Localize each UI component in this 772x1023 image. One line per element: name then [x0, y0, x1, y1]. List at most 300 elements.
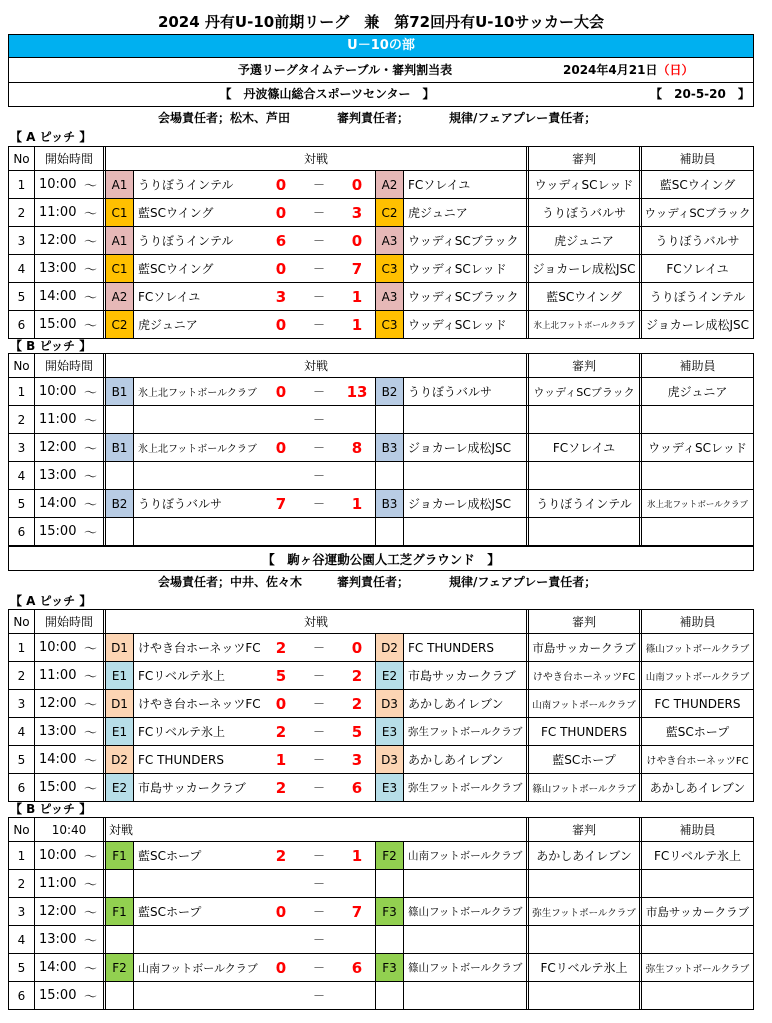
away-team: あかしあイレブン: [408, 753, 504, 767]
referee-team: うりぼうバルサ: [541, 206, 626, 220]
score-dash: －: [312, 290, 325, 304]
match-no: 4: [17, 468, 26, 483]
away-score-cell: [339, 434, 376, 461]
pitch-table: [8, 609, 754, 802]
home-group-code: D1: [111, 640, 128, 655]
staff-line: [0, 575, 772, 589]
match-row: [9, 898, 754, 926]
away-score-cell: [339, 926, 376, 953]
home-group-code-cell: [106, 662, 134, 689]
referee-team-cell: [529, 227, 642, 254]
away-team-cell: [404, 842, 529, 869]
home-team: 山南フットボールクラブ: [138, 961, 258, 975]
match-row: [9, 518, 754, 546]
col-time-header-label: 開始時間: [44, 152, 93, 166]
start-time: 15:00: [39, 780, 77, 795]
home-score: 0: [275, 315, 287, 334]
match-row: [9, 982, 754, 1010]
away-score-cell: [339, 954, 376, 981]
pitch-label: 【 A ピッチ 】: [10, 130, 92, 144]
score-dash-cell: [299, 954, 339, 981]
away-team-cell: [404, 171, 529, 198]
home-group-code-cell: [106, 462, 134, 489]
home-score: 0: [275, 175, 287, 194]
away-group-code-cell: [376, 490, 404, 517]
away-group-code: B3: [381, 496, 398, 511]
score-dash: －: [312, 385, 325, 399]
away-group-code: E3: [381, 724, 398, 739]
score-dash: －: [312, 234, 325, 248]
away-score-cell: [339, 982, 376, 1009]
away-team-cell: [404, 718, 529, 745]
time-tilde: ～: [83, 414, 97, 429]
helper-team: 藍SCホープ: [665, 725, 730, 739]
col-time-header: [35, 354, 106, 377]
venue-manager: 会場責任者；松木、芦田: [158, 111, 291, 125]
away-score-cell: [339, 634, 376, 661]
match-no: 2: [17, 205, 26, 220]
away-team-cell: [404, 255, 529, 282]
home-team: うりぼうインテル: [138, 178, 234, 192]
home-score: 0: [275, 694, 287, 713]
venue-row: [9, 83, 753, 106]
time-tilde: ～: [83, 470, 97, 485]
match-no-cell: [9, 954, 35, 981]
helper-team-cell: [642, 283, 754, 310]
start-time: 13:00: [39, 932, 77, 947]
away-group-code-cell: [376, 227, 404, 254]
match-row: [9, 227, 754, 255]
away-team-cell: [404, 954, 529, 981]
home-group-code: A1: [111, 233, 128, 248]
time-tilde: ～: [83, 291, 97, 306]
start-time-cell: [35, 898, 106, 925]
home-group-code-cell: [106, 406, 134, 433]
score-dash-cell: [299, 718, 339, 745]
start-time-cell: [35, 870, 106, 897]
home-team-cell: [134, 311, 263, 338]
match-no-cell: [9, 774, 35, 801]
col-time-header-label: 開始時間: [44, 359, 93, 373]
score-dash-cell: [299, 662, 339, 689]
home-score: 0: [275, 203, 287, 222]
start-time-cell: [35, 490, 106, 517]
home-team: 氷上北フットボールクラブ: [138, 444, 257, 455]
away-score-cell: [339, 171, 376, 198]
away-team: あかしあイレブン: [408, 697, 504, 711]
referee-team-cell: [529, 634, 642, 661]
time-tilde: ～: [83, 263, 97, 278]
referee-team: 藍SCホープ: [552, 753, 616, 767]
away-score-cell: [339, 406, 376, 433]
start-time: 14:00: [39, 289, 77, 304]
away-team-cell: [404, 774, 529, 801]
venue-manager: 会場責任者；中井、佐々木: [158, 575, 303, 589]
start-time-cell: [35, 311, 106, 338]
away-group-code-cell: [376, 662, 404, 689]
helper-team: FCソレイユ: [666, 262, 729, 276]
home-group-code: B1: [111, 384, 128, 399]
away-group-code-cell: [376, 718, 404, 745]
home-score-cell: [263, 926, 299, 953]
away-team: 虎ジュニア: [408, 206, 468, 220]
away-group-code: F3: [382, 960, 397, 975]
home-team: 藍SCウイング: [138, 206, 214, 220]
col-match-header: [106, 354, 529, 377]
time-tilde: ～: [83, 726, 97, 741]
away-score: 0: [351, 638, 363, 657]
col-helper-header: [642, 818, 754, 841]
referee-team-cell: [529, 378, 642, 405]
home-score-cell: [263, 227, 299, 254]
col-time-header: [35, 818, 106, 841]
away-team-cell: [404, 434, 529, 461]
time-tilde: ～: [83, 934, 97, 949]
home-group-code-cell: [106, 434, 134, 461]
start-time: 12:00: [39, 696, 77, 711]
time-tilde: ～: [83, 878, 97, 893]
away-group-code-cell: [376, 634, 404, 661]
score-dash: －: [312, 413, 325, 427]
helper-team: うりぼうインテル: [649, 290, 746, 304]
score-dash-cell: [299, 746, 339, 773]
home-team-cell: [134, 634, 263, 661]
start-time: 10:00: [39, 640, 77, 655]
match-no-cell: [9, 434, 35, 461]
home-group-code-cell: [106, 842, 134, 869]
home-team-cell: [134, 434, 263, 461]
score-dash-cell: [299, 462, 339, 489]
time-tilde: ～: [83, 386, 97, 401]
away-team-cell: [404, 311, 529, 338]
home-score-cell: [263, 311, 299, 338]
col-match-header: [106, 147, 529, 170]
match-no-cell: [9, 898, 35, 925]
away-group-code-cell: [376, 434, 404, 461]
score-dash: －: [312, 877, 325, 891]
score-dash-cell: [299, 982, 339, 1009]
referee-team-cell: [529, 718, 642, 745]
away-group-code-cell: [376, 378, 404, 405]
score-dash: －: [312, 669, 325, 683]
match-row: [9, 378, 754, 406]
away-team: 弥生フットボールクラブ: [408, 782, 523, 794]
away-team: ウッディSCブラック: [408, 234, 519, 248]
match-no-cell: [9, 283, 35, 310]
table-header-row: [9, 818, 754, 842]
col-referee-header: [529, 354, 642, 377]
col-no-header-label: No: [13, 358, 30, 373]
home-group-code-cell: [106, 378, 134, 405]
home-team: 藍SCホープ: [138, 905, 202, 919]
score-dash: －: [312, 697, 325, 711]
home-score-cell: [263, 690, 299, 717]
home-group-code: F2: [112, 960, 127, 975]
match-no: 3: [17, 233, 26, 248]
home-score: 0: [275, 259, 287, 278]
away-group-code-cell: [376, 406, 404, 433]
start-time: 10:00: [39, 177, 77, 192]
home-score: 2: [275, 638, 287, 657]
home-score-cell: [263, 518, 299, 545]
start-time: 14:00: [39, 960, 77, 975]
helper-team-cell: [642, 690, 754, 717]
referee-team: 山南フットボールクラブ: [532, 699, 636, 711]
helper-team-cell: [642, 518, 754, 545]
away-score: 1: [351, 494, 363, 513]
away-group-code: F2: [382, 848, 397, 863]
home-score-cell: [263, 662, 299, 689]
match-no: 1: [17, 384, 26, 399]
away-group-code-cell: [376, 954, 404, 981]
away-score: 2: [351, 694, 363, 713]
home-team: FC THUNDERS: [138, 752, 224, 767]
helper-team: 篠山フットボールクラブ: [645, 643, 750, 655]
away-team: FC THUNDERS: [408, 640, 494, 655]
away-team: ジョカーレ成松JSC: [408, 497, 512, 511]
away-team-cell: [404, 898, 529, 925]
away-team: 篠山フットボールクラブ: [408, 962, 523, 974]
home-group-code-cell: [106, 518, 134, 545]
col-helper-header: [642, 354, 754, 377]
start-time-cell: [35, 199, 106, 226]
venue-name: 【 駒ヶ谷運動公園人工芝グラウンド 】: [262, 551, 500, 567]
match-no: 5: [17, 496, 26, 511]
time-tilde: ～: [83, 498, 97, 513]
match-no-cell: [9, 926, 35, 953]
time-tilde: ～: [83, 698, 97, 713]
match-no: 1: [17, 177, 26, 192]
score-dash: －: [312, 497, 325, 511]
away-group-code: B2: [381, 384, 398, 399]
match-row: [9, 311, 754, 339]
match-no-cell: [9, 842, 35, 869]
score-dash-cell: [299, 842, 339, 869]
fairplay-manager: 規律/フェアプレー責任者；: [449, 111, 597, 125]
start-time: 15:00: [39, 317, 77, 332]
start-time-cell: [35, 954, 106, 981]
home-score-cell: [263, 255, 299, 282]
time-tilde: ～: [83, 235, 97, 250]
score-dash: －: [312, 849, 325, 863]
referee-team: ジョカーレ成松JSC: [532, 262, 636, 276]
away-team: ウッディSCレッド: [408, 318, 507, 332]
helper-team: けやき台ホーネッツFC: [646, 756, 749, 767]
helper-team: FCリベルテ氷上: [653, 849, 742, 863]
match-row: [9, 690, 754, 718]
away-score: 0: [351, 175, 363, 194]
away-team: ウッディSCブラック: [408, 290, 519, 304]
home-team-cell: [134, 518, 263, 545]
time-tilde: ～: [83, 207, 97, 222]
home-team: けやき台ホーネッツFC: [138, 641, 261, 655]
away-score: 8: [351, 438, 363, 457]
score-dash: －: [312, 781, 325, 795]
away-team-cell: [404, 518, 529, 545]
home-group-code-cell: [106, 283, 134, 310]
away-group-code: A2: [381, 177, 398, 192]
home-team: 藍SCホープ: [138, 849, 202, 863]
score-dash: －: [312, 441, 325, 455]
score-dash-cell: [299, 378, 339, 405]
home-score-cell: [263, 199, 299, 226]
home-group-code-cell: [106, 690, 134, 717]
match-no: 3: [17, 696, 26, 711]
score-dash: －: [312, 753, 325, 767]
col-match-header: [106, 818, 529, 841]
match-no-cell: [9, 982, 35, 1009]
match-no-cell: [9, 311, 35, 338]
away-team: 市島サッカークラブ: [408, 669, 516, 683]
away-score-cell: [339, 490, 376, 517]
match-no-cell: [9, 199, 35, 226]
referee-team-cell: [529, 898, 642, 925]
away-score-cell: [339, 311, 376, 338]
helper-team: 市島サッカークラブ: [645, 904, 750, 919]
away-group-code: E2: [381, 668, 398, 683]
start-time: 11:00: [39, 412, 77, 427]
referee-team-cell: [529, 434, 642, 461]
referee-team-cell: [529, 311, 642, 338]
home-team-cell: [134, 954, 263, 981]
away-score-cell: [339, 283, 376, 310]
home-score-cell: [263, 378, 299, 405]
home-score-cell: [263, 746, 299, 773]
away-team: 弥生フットボールクラブ: [408, 726, 523, 738]
col-no-header-label: No: [13, 614, 30, 629]
match-row: [9, 462, 754, 490]
time-tilde: ～: [83, 850, 97, 865]
score-dash: －: [312, 206, 325, 220]
referee-team: ウッディSCレッド: [534, 178, 634, 192]
home-group-code-cell: [106, 954, 134, 981]
time-tilde: ～: [83, 179, 97, 194]
away-group-code-cell: [376, 462, 404, 489]
away-group-code-cell: [376, 255, 404, 282]
home-group-code: E2: [111, 780, 128, 795]
score-dash: －: [312, 961, 325, 975]
referee-team-cell: [529, 870, 642, 897]
match-no: 2: [17, 668, 26, 683]
away-team-cell: [404, 490, 529, 517]
home-group-code: C1: [111, 261, 128, 276]
away-group-code: D3: [381, 752, 398, 767]
away-group-code: F3: [382, 904, 397, 919]
home-score-cell: [263, 982, 299, 1009]
col-time-header-label: 開始時間: [44, 615, 93, 629]
match-no-cell: [9, 746, 35, 773]
start-time: 14:00: [39, 496, 77, 511]
col-no-header: [9, 147, 35, 170]
helper-team: あかしあイレブン: [649, 781, 746, 795]
score-dash-cell: [299, 434, 339, 461]
away-team-cell: [404, 870, 529, 897]
home-group-code: F1: [112, 848, 127, 863]
start-time-cell: [35, 406, 106, 433]
away-score: 7: [351, 902, 363, 921]
home-score: 2: [275, 778, 287, 797]
table-header-row: [9, 354, 754, 378]
score-dash-cell: [299, 898, 339, 925]
referee-team: 市島サッカークラブ: [532, 640, 636, 655]
home-group-code: B2: [111, 496, 128, 511]
match-no: 2: [17, 876, 26, 891]
referee-team-cell: [529, 690, 642, 717]
away-group-code: C2: [381, 205, 398, 220]
start-time-cell: [35, 171, 106, 198]
home-score: 0: [275, 958, 287, 977]
home-group-code-cell: [106, 718, 134, 745]
home-group-code: E1: [111, 724, 128, 739]
division-label: U－10の部: [347, 38, 415, 53]
time-tilde: ～: [83, 319, 97, 334]
away-score-cell: [339, 255, 376, 282]
start-time: 10:00: [39, 848, 77, 863]
match-row: [9, 283, 754, 311]
away-team: 篠山フットボールクラブ: [408, 906, 523, 918]
col-referee-header-label: 審判: [571, 152, 596, 166]
time-tilde: ～: [83, 906, 97, 921]
col-helper-header-label: 補助員: [679, 152, 716, 166]
match-no-cell: [9, 634, 35, 661]
col-match-header-label: 対戦: [303, 359, 328, 373]
away-team-cell: [404, 746, 529, 773]
home-group-code: C2: [111, 317, 128, 332]
away-team: ジョカーレ成松JSC: [408, 441, 512, 455]
start-time-cell: [35, 926, 106, 953]
match-no-cell: [9, 462, 35, 489]
start-time-cell: [35, 378, 106, 405]
score-dash-cell: [299, 490, 339, 517]
away-group-code-cell: [376, 774, 404, 801]
score-dash: －: [312, 725, 325, 739]
match-row: [9, 171, 754, 199]
referee-team-cell: [529, 518, 642, 545]
match-no: 3: [17, 440, 26, 455]
match-row: [9, 255, 754, 283]
helper-team: 山南フットボールクラブ: [645, 671, 750, 683]
away-score-cell: [339, 870, 376, 897]
match-no-cell: [9, 406, 35, 433]
start-time-cell: [35, 662, 106, 689]
match-row: [9, 926, 754, 954]
home-team: 虎ジュニア: [138, 318, 198, 332]
away-score-cell: [339, 746, 376, 773]
home-team-cell: [134, 490, 263, 517]
away-team: うりぼうバルサ: [408, 385, 493, 399]
start-time-cell: [35, 255, 106, 282]
referee-team: ウッディSCブラック: [533, 385, 635, 399]
home-team-cell: [134, 870, 263, 897]
home-team-cell: [134, 406, 263, 433]
home-score: 7: [275, 494, 287, 513]
home-team: FCソレイユ: [138, 290, 201, 304]
away-team-cell: [404, 283, 529, 310]
home-score-cell: [263, 870, 299, 897]
helper-team-cell: [642, 490, 754, 517]
away-score: 0: [351, 231, 363, 250]
match-no: 6: [17, 524, 26, 539]
staff-line: [0, 111, 772, 125]
away-score-cell: [339, 227, 376, 254]
away-group-code: C3: [381, 317, 398, 332]
away-score: 5: [351, 722, 363, 741]
home-team-cell: [134, 227, 263, 254]
start-time-cell: [35, 634, 106, 661]
home-team-cell: [134, 982, 263, 1009]
match-row: [9, 746, 754, 774]
home-score: 0: [275, 382, 287, 401]
